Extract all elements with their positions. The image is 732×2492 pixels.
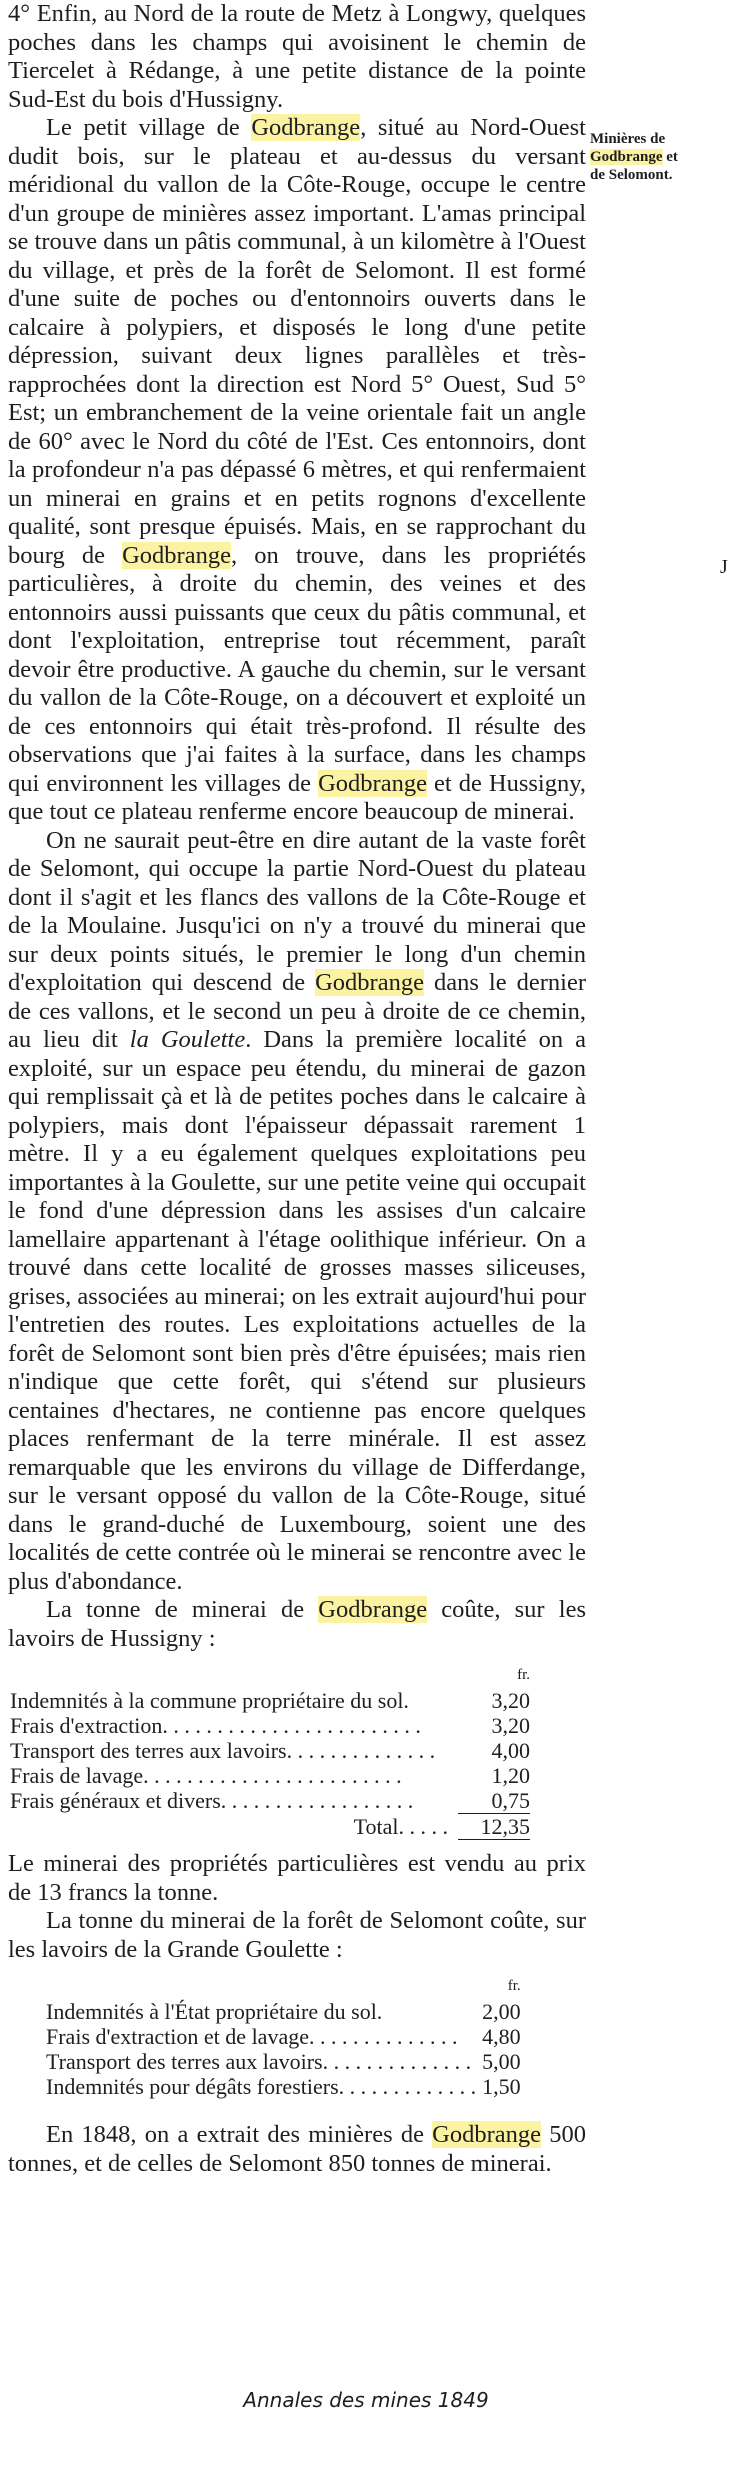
main-text-column xyxy=(8,0,586,2178)
table-row: Frais généraux et divers. . . . . . . . . . . . . . . . . . 0,75 xyxy=(10,1788,530,1814)
table-row: Transport des terres aux lavoirs. . . . . . . . . . . . . . 4,00 xyxy=(10,1738,530,1763)
margin-note-line-1: Minières de xyxy=(590,131,666,147)
paragraph-4 xyxy=(8,1596,586,1653)
highlight-godbrange: Godbrange xyxy=(432,2121,542,2148)
margin-note-line-3: de Selomont. xyxy=(590,167,673,183)
p4-text-after: coûte, sur les lavoirs de Hussigny : xyxy=(8,1596,586,1652)
p3-text-after: . Dans la première localité on a exploité, sur un espace peu étendu, du minerai de gazon qui remplissait çà et là de petites poches dans le calcaire à polypiers, mais dont l'épaisseur dépassait rarement 1 mètre. Il y a eu également quelques exploitations peu importantes à la Goulette, sur une petite veine qui occupait le fond d'une dépression dans les assises d'un calcaire lamellaire appartenant à l'étage oolithique inférieur. On a trouvé dans cette localité de grosses masses siliceuses, grises, associées au minerai; on les extrait aujourd'hui pour l'entretien des routes. Les exploitations actuelles de la forêt de Selomont sont bien près d'être épuisées; mais rien n'indique que cette forêt, qui s'étend sur plusieurs centaines d'hectares, ne contienne pas encore quelques places renfermant de la terre minérale. Il est assez remarquable que les environs du village de Differdange, sur le versant opposé du vallon de la Côte-Rouge, situé dans le grand-duché de Luxembourg, soient une des localités de cette contrée où le minerai se rencontre avec le plus d'abondance. xyxy=(8,1026,586,1595)
paragraph-1: 4° Enfin, au Nord de la route de Metz à Longwy, quelques poches dans les champs qui avoisinent le chemin de Tiercelet à Rédange, à une petite distance de la pointe Sud-Est du bois d'Hussigny. xyxy=(8,0,586,113)
paragraph-5: Le minerai des propriétés particulières est vendu au prix de 13 francs la tonne. xyxy=(8,1850,586,1906)
p3-text-before: On ne saurait peut-être en dire autant de la vaste forêt de Selomont, qui occupe la partie Nord-Ouest du plateau dont il s'agit et les flancs des vallons de la Côte-Rouge et de la Moulaine. Jusqu'ici on n'y a trouvé du minerai que sur deux points situés, le premier le long d'un chemin d'exploitation qui descend de xyxy=(8,826,586,996)
table-row: Indemnités pour dégâts forestiers. . . . . . . . . . . . . 1,50 xyxy=(46,2074,521,2099)
total-row xyxy=(10,1814,530,1840)
highlight-godbrange: Godbrange xyxy=(315,969,424,996)
cost-table-hussigny xyxy=(10,1663,530,1840)
total-value: 12,35 xyxy=(458,1814,530,1840)
paragraph-3 xyxy=(8,827,586,1597)
highlight-godbrange: Godbrange xyxy=(251,114,361,141)
paragraph-7 xyxy=(8,2121,586,2178)
table-row: Indemnités à la commune propriétaire du sol. 3,20 xyxy=(10,1688,530,1713)
p4-text-before: La tonne de minerai de xyxy=(46,1596,319,1623)
table-row: Frais d'extraction. . . . . . . . . . . . . . . . . . . . . . . . 3,20 xyxy=(10,1713,530,1738)
highlight-godbrange: Godbrange xyxy=(318,769,427,797)
p3-text-mid: dans le dernier de ces vallons, et le second un peu à droite de ce chemin, au lieu dit xyxy=(8,969,586,1053)
margin-note xyxy=(590,130,730,184)
stray-mark: J xyxy=(720,556,728,578)
source-caption: Annales des mines 1849 xyxy=(243,2388,489,2412)
p2-text-middle: , situé au Nord-Ouest dudit bois, sur le plateau et au-dessus du versant méridional du vallon de la Côte-Rouge, occupe le centre d'un groupe de minières assez important. L'amas principal se trouve dans un pâtis communal, à un kilomètre à l'Ouest du village, et près de la forêt de Selomont. Il est formé d'une suite de poches ou d'entonnoirs ouverts dans le calcaire à polypiers, et disposés le long d'une petite dépression, suivant deux lignes parallèles et très-rapprochées dont la direction est Nord 5° Ouest, Sud 5° Est; un embranchement de la veine orientale fait un angle de 60° avec le Nord du côté de l'Est. Ces entonnoirs, dont la profondeur n'a pas dépassé 6 mètres, et qui renfermaient un minerai en grains et en petits rognons d'excellente qualité, sont presque épuisés. Mais, en se rapprochant du bourg de xyxy=(8,114,586,569)
p2-text-before: Le petit village de xyxy=(46,114,252,141)
p7-text-before: En 1848, on a extrait des minières de xyxy=(46,2121,433,2148)
paragraph-6: La tonne du minerai de la forêt de Selomont coûte, sur les lavoirs de la Grande Goulette : xyxy=(8,1907,586,1963)
table-row: Frais de lavage. . . . . . . . . . . . . . . . . . . . . . . . 1,20 xyxy=(10,1763,530,1788)
p3-italic-place: la Goulette xyxy=(129,1026,246,1053)
highlight-godbrange: Godbrange xyxy=(122,541,231,569)
unit-header: fr. xyxy=(517,1667,530,1683)
p7-text-after: 500 tonnes, et de celles de Selomont 850 tonnes de minerai. xyxy=(8,2121,586,2177)
margin-note-line-2: Godbrange et xyxy=(590,149,678,165)
table-row: Transport des terres aux lavoirs. . . . . . . . . . . . . . 5,00 xyxy=(46,2049,521,2074)
p2-text-end: et de Hussigny, que tout ce plateau renferme encore beaucoup de minerai. xyxy=(8,769,586,825)
table-row: Indemnités à l'État propriétaire du sol. 2,00 xyxy=(46,1999,521,2024)
table-row: Frais d'extraction et de lavage. . . . . . . . . . . . . . 4,80 xyxy=(46,2024,521,2049)
p2-text-after: , on trouve, dans les propriétés particulières, à droite du chemin, des veines et des entonnoirs aussi puissants que ceux du pâtis communal, et dont l'exploitation, entreprise tout récemment, paraît devoir être productive. A gauche du chemin, sur le versant du vallon de la Côte-Rouge, on a découvert et exploité un de ces entonnoirs qui était très-profond. Il résulte des observations que j'ai faites à la surface, dans les champs qui environnent les villages de xyxy=(8,541,586,797)
highlight-godbrange: Godbrange xyxy=(318,1596,428,1623)
cost-table-selomont xyxy=(46,1974,521,2099)
paragraph-2 xyxy=(8,114,586,827)
highlight-godbrange: Godbrange xyxy=(590,149,663,165)
total-label: Total. . . . . xyxy=(353,1814,448,1839)
unit-header: fr. xyxy=(507,1978,521,1994)
